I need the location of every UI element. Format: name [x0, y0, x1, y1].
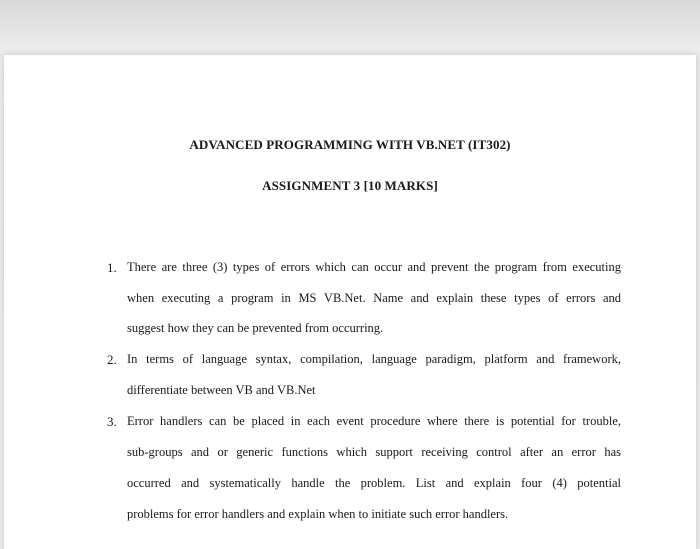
question-3-line-3: occurred and systematically handle the problem. List and explain four (4) potential — [127, 476, 621, 490]
question-2-number: 2. — [107, 352, 117, 367]
question-2-line-2: differentiate between VB and VB.Net — [127, 383, 316, 397]
course-title: ADVANCED PROGRAMMING WITH VB.NET (IT302) — [189, 137, 511, 152]
question-2-line-1: In terms of language syntax, compilation, language paradigm, platform and framework, — [127, 352, 621, 366]
question-3-line-2: sub-groups and or generic functions which support receiving control after an error has — [127, 445, 621, 459]
assignment-title: ASSIGNMENT 3 [10 MARKS] — [262, 178, 438, 193]
question-1-line-2: when executing a program in MS VB.Net. Name and explain these types of errors and — [127, 291, 621, 305]
question-1-line-1: There are three (3) types of errors which can occur and prevent the program from executing — [127, 260, 621, 274]
question-3-line-1: Error handlers can be placed in each event procedure where there is potential for trouble, — [127, 414, 621, 428]
question-3-line-4: problems for error handlers and explain when to initiate such error handlers. — [127, 507, 509, 521]
question-1-number: 1. — [107, 260, 117, 275]
question-1-line-3: suggest how they can be prevented from occurring. — [127, 321, 384, 335]
question-3-number: 3. — [107, 414, 117, 429]
document-page — [4, 55, 696, 549]
